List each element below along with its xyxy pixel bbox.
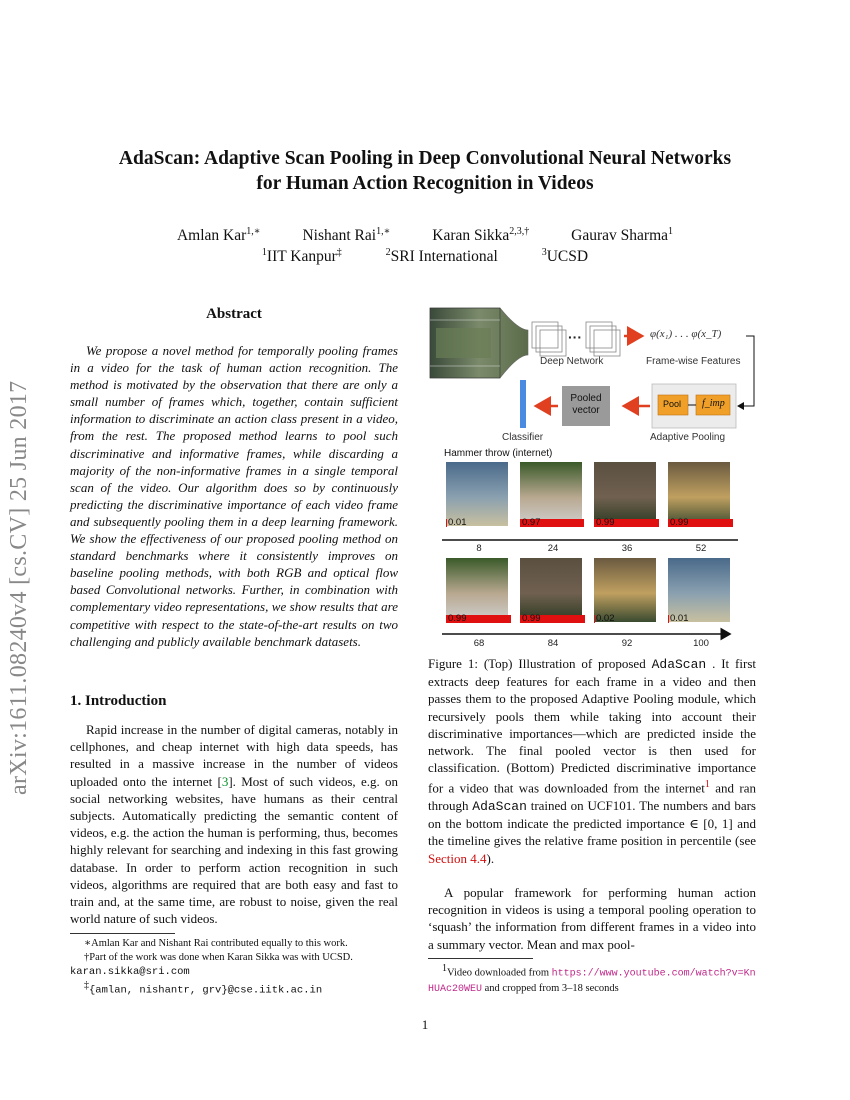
- title-line-1: AdaScan: Adaptive Scan Pooling in Deep Convolutional Neural Networks: [118, 148, 732, 169]
- importance-score: 0.99: [522, 613, 541, 624]
- title-line-2: for Human Action Recognition in Videos: [256, 173, 594, 194]
- introduction-heading: 1. Introduction: [70, 693, 167, 709]
- pool-label: Pool: [663, 399, 682, 409]
- importance-score: 0.01: [670, 613, 689, 624]
- citation-link[interactable]: 3: [221, 773, 229, 789]
- video-frames-stack-icon: [430, 308, 528, 378]
- footnote-emails-iitk: ‡{amlan, nishantr, grv}@cse.iitk.ac.in: [84, 980, 323, 997]
- percentile-label: 52: [695, 543, 707, 554]
- percentile-label: 36: [621, 543, 633, 554]
- adaptive-pooling-label: Adaptive Pooling: [650, 432, 726, 443]
- framewise-features-label: Frame-wise Features: [646, 356, 741, 367]
- importance-score: 0.01: [448, 517, 467, 528]
- classifier-label: Classifier: [502, 432, 544, 443]
- footnote-divider: [70, 933, 175, 934]
- figure-1: [428, 300, 758, 650]
- fimp-label: f_imp: [702, 398, 725, 409]
- author: Karan Sikka$^{2,3,\dagger}$: [432, 226, 530, 245]
- author-list: [60, 226, 790, 245]
- affiliation: $^1$IIT Kanpur‡: [261, 247, 342, 266]
- introduction-paragraph: Rapid increase in the number of digital cameras, notably in cellphones, and cheap internet with high data speeds, has resulted in a massive increase in the number of videos uploaded onto the internet [3]. Most of such videos, e.g. on social networking websites, have humans as their central subjects. Automatically predicting the semantic content of videos, e.g. the action the human is performing, thus, becomes highly relevant for searching and indexing in this fast growing database. In order to perform action recognition in such videos, algorithms are required that are both easy and fast to train and, at the same time, are robust to noise, given the real world nature of such videos.: [70, 722, 398, 927]
- arxiv-identifier: arXiv:1611.08240v4 [cs.CV] 25 Jun 2017: [6, 380, 32, 795]
- importance-score: 0.99: [448, 613, 467, 624]
- percentile-label: 24: [547, 543, 559, 554]
- percentile-label: 92: [621, 638, 633, 649]
- video-url-link[interactable]: https://www.youtube.com/watch?v=KnHUAc20WEU: [428, 968, 756, 995]
- footnote-sri: †Part of the work was done when Karan Sikka was with UCSD.: [84, 952, 353, 963]
- importance-score: 0.97: [522, 517, 541, 528]
- abstract-heading: Abstract: [206, 306, 262, 322]
- footnote-link[interactable]: 1: [704, 779, 710, 791]
- example-title: Hammer throw (internet): [444, 448, 553, 459]
- importance-score: 0.02: [596, 613, 615, 624]
- paper-title: [60, 146, 790, 196]
- importance-score: 0.99: [670, 517, 689, 528]
- author: Amlan Kar$^{1,∗}$: [176, 226, 261, 245]
- figure-caption: Figure 1: (Top) Illustration of proposed AdaScan . It first extracts deep features for each frame in a video and then passes them to the proposed Adaptive Pooling module, which recursively pools them while taking into account their discriminative importances—which are predicted inside the network. The final pooled vector is then used for classification. (Bottom) Predicted discriminative importance for a video that was downloaded from the internet$^1$ and ran through AdaScan trained on UCF101. The numbers and bars on the bottom indicate the predicted importance ∈ [0, 1] and the timeline gives the relative frame position in percentile (see Section 4.4).: [428, 656, 757, 866]
- footnote-email-sri: karan.sikka@sri.com: [70, 966, 190, 978]
- framewise-math: φ(x₁) . . . φ(x_T): [650, 328, 722, 340]
- body-paragraph: A popular framework for performing human action recognition in videos is using a temporal pooling operation to ‘squash’ the information from different frames in a video into a summary vector. Mean and max pool-: [428, 885, 756, 952]
- author: Nishant Rai$^{1,∗}$: [302, 226, 391, 245]
- percentile-label: 84: [547, 638, 559, 649]
- author: Gaurav Sharma$^1$: [571, 226, 674, 245]
- section-link[interactable]: Section 4.4: [428, 850, 487, 866]
- footnote-equal-contribution: ∗Amlan Kar and Nishant Rai contributed equally to this work.: [84, 938, 348, 949]
- abstract-text: We propose a novel method for temporally pooling frames in a video for the task of human action recognition. The method is motivated by the observation that there are only a small number of frames which, together, contain sufficient information to discriminate an action class present in a video, from the rest. The proposed method learns to pool such discriminative and informative frames, while discarding a majority of the non-informative frames in a single temporal scan of the video. Our algorithm does so by continuously predicting the discriminative importance of each video frame and subsequently pooling them in a deep learning framework. We show the effectiveness of our proposed pooling method on standard benchmarks where it consistently improves on baseline pooling methods, with both RGB and optical flow based Convolutional networks. Further, in combination with complementary video representations, we show results that are competitive with respect to the state-of-the-art results on two challenging and publicly available benchmark datasets.: [70, 343, 398, 649]
- svg-text:···: ···: [568, 329, 582, 345]
- affiliation: $^3$UCSD: [541, 247, 589, 266]
- importance-bar: [446, 519, 447, 527]
- video-footnote: $^1$Video downloaded from https://www.youtube.com/watch?v=KnHUAc20WEU and cropped from 3–18 seconds: [428, 963, 756, 995]
- footnotes: [70, 937, 398, 998]
- importance-bar: [668, 615, 669, 623]
- percentile-label: 68: [473, 638, 485, 649]
- percentile-label: 100: [693, 638, 709, 649]
- affiliation: $^2$SRI International: [385, 247, 498, 266]
- importance-score: 0.99: [596, 517, 615, 528]
- pooled-vector-label: Pooled vector: [570, 393, 602, 416]
- footnote-divider-right: [428, 958, 533, 959]
- affiliation-list: [60, 247, 790, 266]
- page-number: 1: [421, 1017, 429, 1032]
- deep-network-label: Deep Network: [540, 356, 604, 367]
- percentile-label: 8: [476, 543, 482, 554]
